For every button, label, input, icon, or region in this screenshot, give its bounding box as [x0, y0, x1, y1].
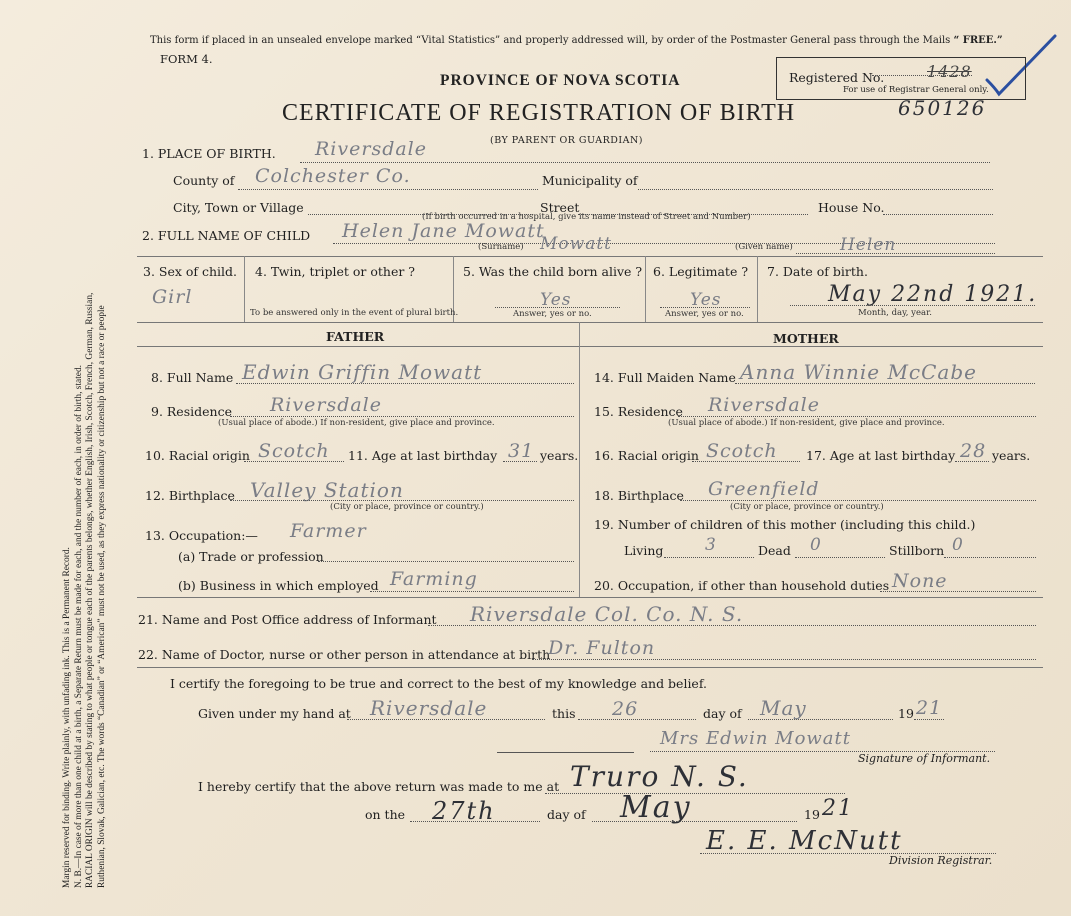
margin-line-2: N. B.—In case of more than one child at a birth, a Separate Return must be made for each, and the number of each, in order of birth, stated.: [73, 365, 84, 888]
mother-race-label: 16. Racial origin: [594, 448, 699, 463]
margin-line-3: RACIAL ORIGIN will be described by stating to what people or tongue each of the parents belongs, whether English, Irish, Scotch, French, German, Russian,: [85, 292, 96, 888]
mother-name-value: Anna Winnie McCabe: [740, 360, 977, 384]
postal-notice: [150, 35, 1003, 46]
dead-value: 0: [810, 535, 822, 555]
this-label: this: [552, 706, 576, 721]
informant-signature: Mrs Edwin Mowatt: [660, 728, 852, 749]
document-subtitle: (BY PARENT OR GUARDIAN): [490, 135, 643, 146]
mother-residence-note: (Usual place of abode.) If non-resident, give place and province.: [668, 418, 945, 428]
place-label: 1. PLACE OF BIRTH.: [142, 146, 276, 161]
father-age-years: years.: [540, 448, 579, 463]
registrar-signature-label: Division Registrar.: [889, 854, 993, 867]
informant-signature-label: Signature of Informant.: [858, 752, 991, 765]
surname-label: (Surname): [478, 242, 524, 252]
registrar-year: 21: [822, 796, 854, 821]
father-occupation-label: 13. Occupation:—: [145, 528, 258, 543]
mother-race-value: Scotch: [706, 440, 778, 462]
hospital-note: (If birth occurred in a hospital, give its name instead of Street and Number): [422, 212, 751, 222]
registrar-signature: E. E. McNutt: [706, 826, 903, 856]
dob-note: Month, day, year.: [858, 308, 932, 318]
place-value: Riversdale: [315, 138, 428, 160]
father-age-value: 31: [508, 440, 535, 462]
stillborn-value: 0: [952, 535, 964, 555]
legitimate-label: 6. Legitimate ?: [653, 264, 749, 279]
alive-note: Answer, yes or no.: [513, 309, 592, 319]
mother-birthplace-value: Greenfield: [708, 478, 820, 500]
street-label: Street: [540, 200, 580, 215]
registrar-use-note: For use of Registrar General only.: [843, 85, 989, 95]
child-name-label: 2. FULL NAME OF CHILD: [142, 228, 311, 243]
stillborn-label: Stillborn: [889, 543, 945, 558]
father-race-label: 10. Racial origin: [145, 448, 250, 463]
registered-number-box: [776, 57, 1026, 100]
registered-label: Registered No.: [789, 70, 885, 85]
registrar-year-prefix: 19: [804, 807, 820, 822]
given-at-label: Given under my hand at: [198, 706, 351, 721]
certify-day: 26: [612, 698, 639, 720]
father-birthplace-label: 12. Birthplace: [145, 488, 235, 503]
dob-label: 7. Date of birth.: [767, 264, 868, 279]
father-trade-label: (a) Trade or profession: [178, 549, 324, 564]
certify-month: May: [760, 696, 807, 720]
alive-label: 5. Was the child born alive ?: [463, 264, 643, 279]
postal-notice-free: “ FREE.”: [953, 35, 1003, 46]
document-title: CERTIFICATE OF REGISTRATION OF BIRTH: [282, 100, 796, 126]
father-business-value: Farming: [390, 568, 478, 590]
certify-year: 21: [916, 697, 943, 719]
doctor-value: Dr. Fulton: [548, 637, 656, 659]
mother-children-label: 19. Number of children of this mother (including this child.): [594, 517, 976, 532]
given-at-value: Riversdale: [370, 696, 488, 720]
municipality-label: Municipality of: [542, 173, 638, 188]
county-value: Colchester Co.: [255, 165, 411, 187]
margin-line-4: Ruthenian, Slovak, Galician, etc. The words “Canadian” or “American” must not be used, as they express nationality or citizenship but not a race or people: [96, 305, 107, 888]
mother-age-label: 17. Age at last birthday: [806, 448, 956, 463]
given-name-value: Helen: [840, 235, 897, 255]
father-heading: FATHER: [326, 329, 385, 344]
sex-label: 3. Sex of child.: [143, 264, 238, 279]
margin-line-1: Margin reserved for binding. Write plainly, with unfading ink. This is a Permanent Record.: [62, 547, 72, 888]
county-label: County of: [173, 173, 235, 188]
father-race-value: Scotch: [258, 440, 330, 462]
twin-label: 4. Twin, triplet or other ?: [255, 264, 415, 279]
registered-value: 1428: [927, 62, 972, 81]
given-name-label: (Given name): [735, 242, 793, 252]
registrar-place: Truro N. S.: [570, 760, 749, 793]
doctor-label: 22. Name of Doctor, nurse or other person in attendance at birth: [138, 647, 551, 662]
city-label: City, Town or Village: [173, 200, 304, 215]
informant-value: Riversdale Col. Co. N. S.: [470, 602, 744, 626]
mother-occupation-label: 20. Occupation, if other than household duties: [594, 578, 890, 593]
child-name-value: Helen Jane Mowatt: [342, 220, 545, 242]
informant-label: 21. Name and Post Office address of Informant: [138, 612, 437, 627]
father-birthplace-note: (City or place, province or country.): [330, 502, 484, 512]
margin-instructions: [62, 8, 108, 888]
mother-residence-value: Riversdale: [708, 394, 821, 416]
certify-statement: I certify the foregoing to be true and correct to the best of my knowledge and belief.: [170, 676, 707, 691]
surname-value: Mowatt: [540, 234, 612, 254]
certify-year-prefix: 19: [898, 706, 914, 721]
father-business-label: (b) Business in which employed: [178, 578, 379, 593]
twin-note: To be answered only in the event of plural birth.: [250, 308, 459, 318]
father-occupation-value: Farmer: [290, 520, 367, 542]
province-heading: PROVINCE OF NOVA SCOTIA: [440, 72, 681, 89]
mother-residence-label: 15. Residence: [594, 404, 683, 419]
registrar-statement: I hereby certify that the above return was made to me at: [198, 779, 560, 794]
father-age-label: 11. Age at last birthday: [348, 448, 498, 463]
sex-value: Girl: [152, 286, 193, 308]
mother-birthplace-label: 18. Birthplace: [594, 488, 684, 503]
father-birthplace-value: Valley Station: [250, 478, 404, 502]
father-residence-label: 9. Residence: [151, 404, 232, 419]
mother-age-years: years.: [992, 448, 1031, 463]
father-name-label: 8. Full Name: [151, 370, 234, 385]
mother-occupation-value: None: [892, 570, 948, 592]
mother-heading: MOTHER: [773, 331, 839, 346]
legitimate-value: Yes: [690, 290, 722, 310]
registrar-dayof-label: day of: [547, 807, 586, 822]
certify-dayof-label: day of: [703, 706, 742, 721]
father-name-value: Edwin Griffin Mowatt: [242, 360, 483, 384]
living-label: Living: [624, 543, 664, 558]
mother-name-label: 14. Full Maiden Name: [594, 370, 736, 385]
father-residence-note: (Usual place of abode.) If non-resident, give place and province.: [218, 418, 495, 428]
alive-value: Yes: [540, 290, 572, 310]
mother-age-value: 28: [960, 440, 987, 462]
father-residence-value: Riversdale: [270, 394, 383, 416]
legitimate-note: Answer, yes or no.: [665, 309, 744, 319]
dob-value: May 22nd 1921.: [828, 282, 1038, 307]
stamp-number: 650126: [898, 96, 987, 120]
registrar-month: May: [620, 790, 692, 825]
postal-notice-text: This form if placed in an unsealed envelope marked “Vital Statistics” and properly addressed will, by order of the Postmaster General pass through the Mails: [150, 35, 951, 46]
house-label: House No.: [818, 200, 885, 215]
mother-birthplace-note: (City or place, province or country.): [730, 502, 884, 512]
dead-label: Dead: [758, 543, 791, 558]
on-the-label: on the: [365, 807, 406, 822]
form-number: FORM 4.: [160, 52, 213, 66]
living-value: 3: [705, 535, 717, 555]
registrar-day: 27th: [432, 797, 496, 825]
